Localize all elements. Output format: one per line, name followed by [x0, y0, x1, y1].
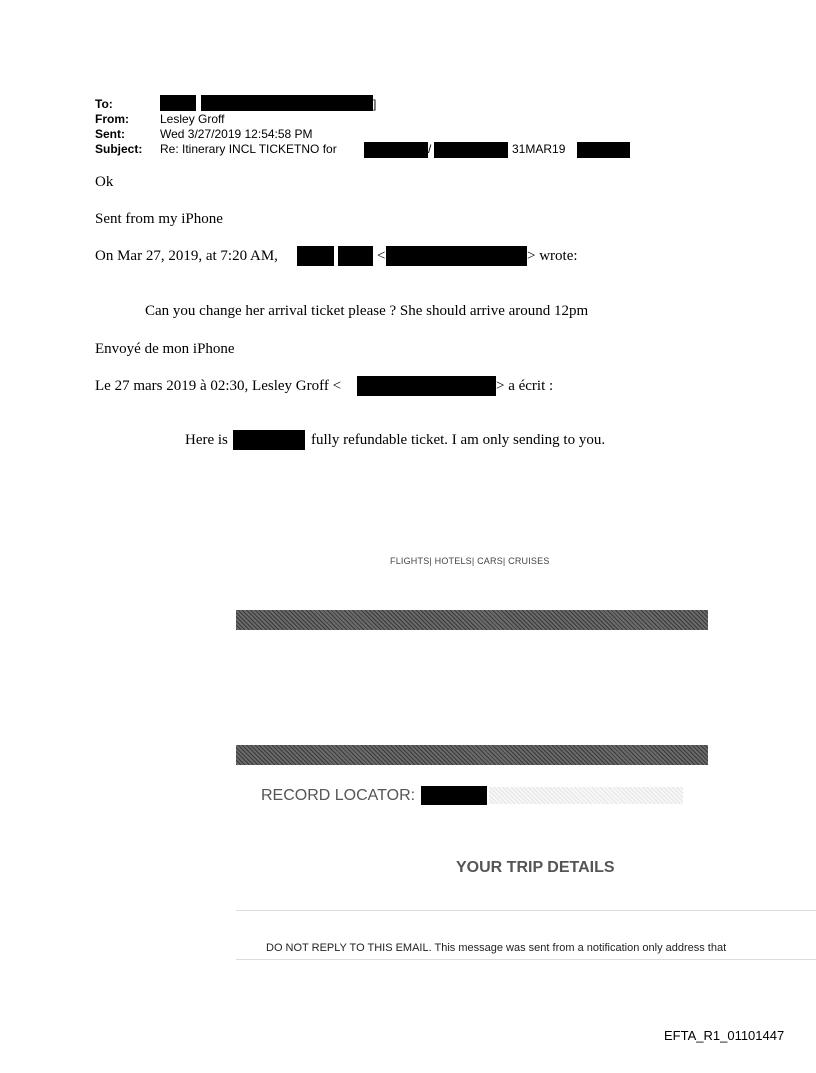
to-suffix: ]	[373, 97, 377, 111]
redaction-quote-1-email	[386, 246, 527, 266]
page-id: EFTA_R1_01101447	[664, 1028, 785, 1043]
redaction-quote-1-a	[297, 246, 334, 266]
footer-notice: DO NOT REPLY TO THIS EMAIL. This message was sent from a notification only address that	[266, 942, 727, 954]
quote-2-suffix: > a écrit :	[496, 378, 554, 394]
signature-1: Sent from my iPhone	[95, 211, 223, 227]
sent-label: Sent:	[95, 127, 125, 141]
subject-prefix: Re: Itinerary INCL TICKETNO for	[160, 142, 337, 156]
from-value: Lesley Groff	[160, 112, 225, 126]
to-label: To:	[95, 97, 113, 111]
subject-label: Subject:	[95, 142, 143, 156]
divider-top	[236, 910, 816, 911]
redaction-note-name	[233, 430, 305, 450]
redaction-record-locator	[421, 786, 487, 805]
quote-2-prefix: Le 27 mars 2019 à 02:30, Lesley Groff <	[95, 378, 342, 394]
request-text: Can you change her arrival ticket please ? She should arrive around 12pm	[145, 303, 589, 319]
note-prefix: Here is	[185, 432, 228, 448]
reply-text: Ok	[95, 174, 114, 190]
quote-1-suffix: > wrote:	[527, 248, 578, 264]
subject-slash: /	[428, 142, 432, 156]
quote-1-prefix: On Mar 27, 2019, at 7:20 AM,	[95, 248, 278, 264]
sent-value: Wed 3/27/2019 12:54:58 PM	[160, 127, 313, 141]
note-suffix: fully refundable ticket. I am only sending to you.	[311, 432, 606, 448]
redaction-subject-1	[364, 142, 428, 158]
redaction-to-1	[160, 95, 196, 111]
redaction-subject-3	[577, 142, 630, 158]
quote-1-lt: <	[377, 248, 386, 264]
redaction-to-2	[201, 95, 373, 111]
subject-date: 31MAR19	[512, 142, 566, 156]
record-locator-field	[489, 787, 683, 804]
divider-bottom	[236, 959, 816, 960]
from-label: From:	[95, 112, 129, 126]
signature-2: Envoyé de mon iPhone	[95, 341, 235, 357]
record-locator-label: RECORD LOCATOR:	[261, 787, 416, 804]
redaction-quote-2-email	[357, 376, 496, 396]
redaction-subject-2	[434, 142, 508, 158]
redaction-banner-2	[236, 745, 708, 765]
trip-details-heading: YOUR TRIP DETAILS	[456, 859, 615, 876]
itinerary-nav: FLIGHTS| HOTELS| CARS| CRUISES	[390, 556, 550, 566]
redaction-quote-1-b	[338, 246, 373, 266]
redaction-banner-1	[236, 610, 708, 630]
